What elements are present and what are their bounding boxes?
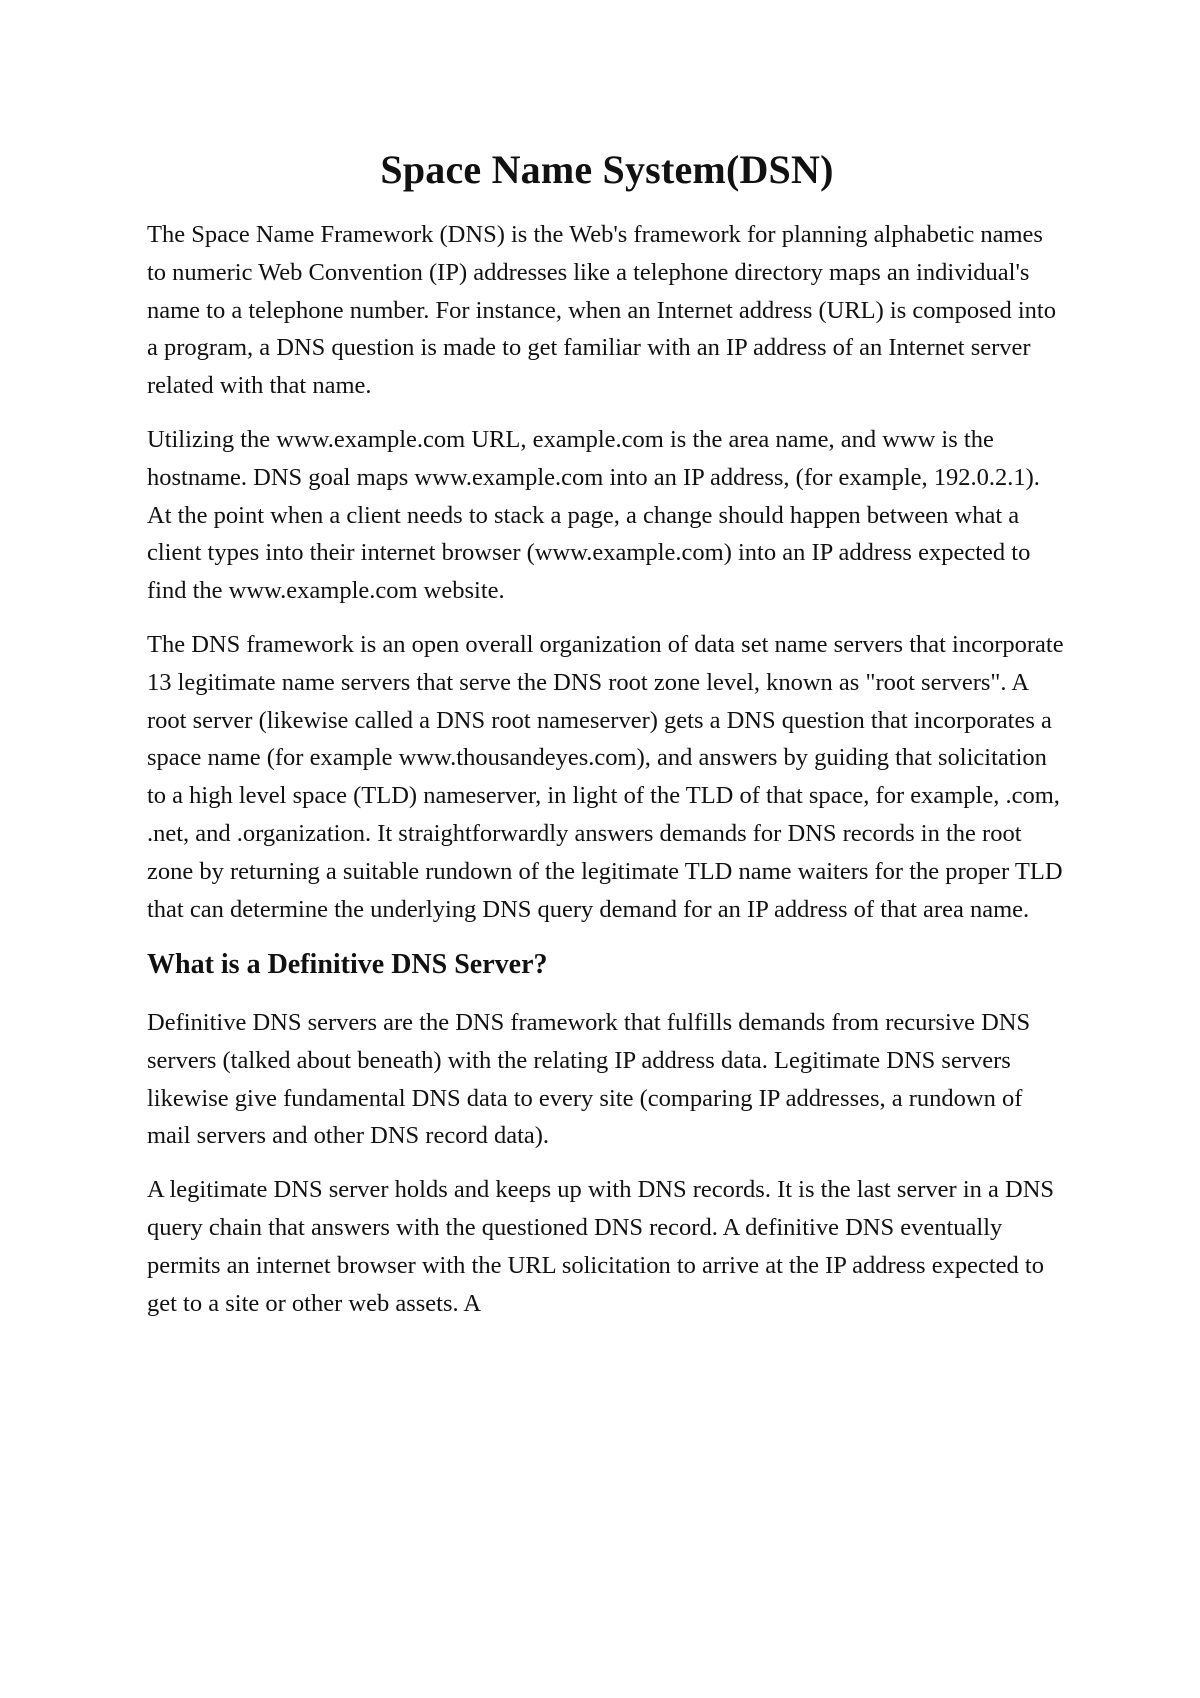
section-heading-definitive-dns: What is a Definitive DNS Server? bbox=[147, 949, 548, 981]
paragraph-definitive-dns-servers: Definitive DNS servers are the DNS framework that fulfills demands from recursive DNS servers (talked about beneath) with the relating IP address data. Legitimate DNS servers likewise give fundamental DNS data to every site (comparing IP addresses, a rundown of mail servers and other DNS record data). bbox=[147, 1008, 1031, 1150]
document-title: Space Name System(DSN) bbox=[380, 147, 834, 192]
document-content bbox=[147, 146, 1067, 1338]
paragraph-legitimate-dns-server: A legitimate DNS server holds and keeps up with DNS records. It is the last server in a DNS query chain that answers with the questioned DNS record. A definitive DNS eventually permits an internet browser with the URL solicitation to arrive at the IP address expected to get to a site or other web assets. A bbox=[147, 1176, 1055, 1317]
paragraph-root-servers: The DNS framework is an open overall organization of data set name servers that incorporate 13 legitimate name servers that serve the DNS root zone level, known as "root servers". A root server (likewise called a DNS root nameserver) gets a DNS question that incorporates a space name (for example www.thousandeyes.com), and answers by guiding that solicitation to a high level space (TLD) nameserver, in light of the TLD of that space, for example, .com, .net, and .organization. It straightforwardly answers demands for DNS records in the root zone by returning a suitable rundown of the legitimate TLD name waiters for the proper TLD that can determine the underlying DNS query demand for an IP address of that area name. bbox=[147, 630, 1064, 923]
paragraph-dns-overview: The Space Name Framework (DNS) is the Web's framework for planning alphabetic names to numeric Web Convention (IP) addresses like a telephone directory maps an individual's name to a telephone number. For instance, when an Internet address (URL) is composed into a program, a DNS question is made to get familiar with an IP address of an Internet server related with that name. bbox=[147, 221, 1056, 400]
paragraph-url-example: Utilizing the www.example.com URL, example.com is the area name, and www is the hostname. DNS goal maps www.example.com into an IP address, (for example, 192.0.2.1). At the point when a client needs to stack a page, a change should happen between what a client types into their internet browser (www.example.com) into an IP address expected to find the www.example.com website. bbox=[147, 425, 1040, 605]
